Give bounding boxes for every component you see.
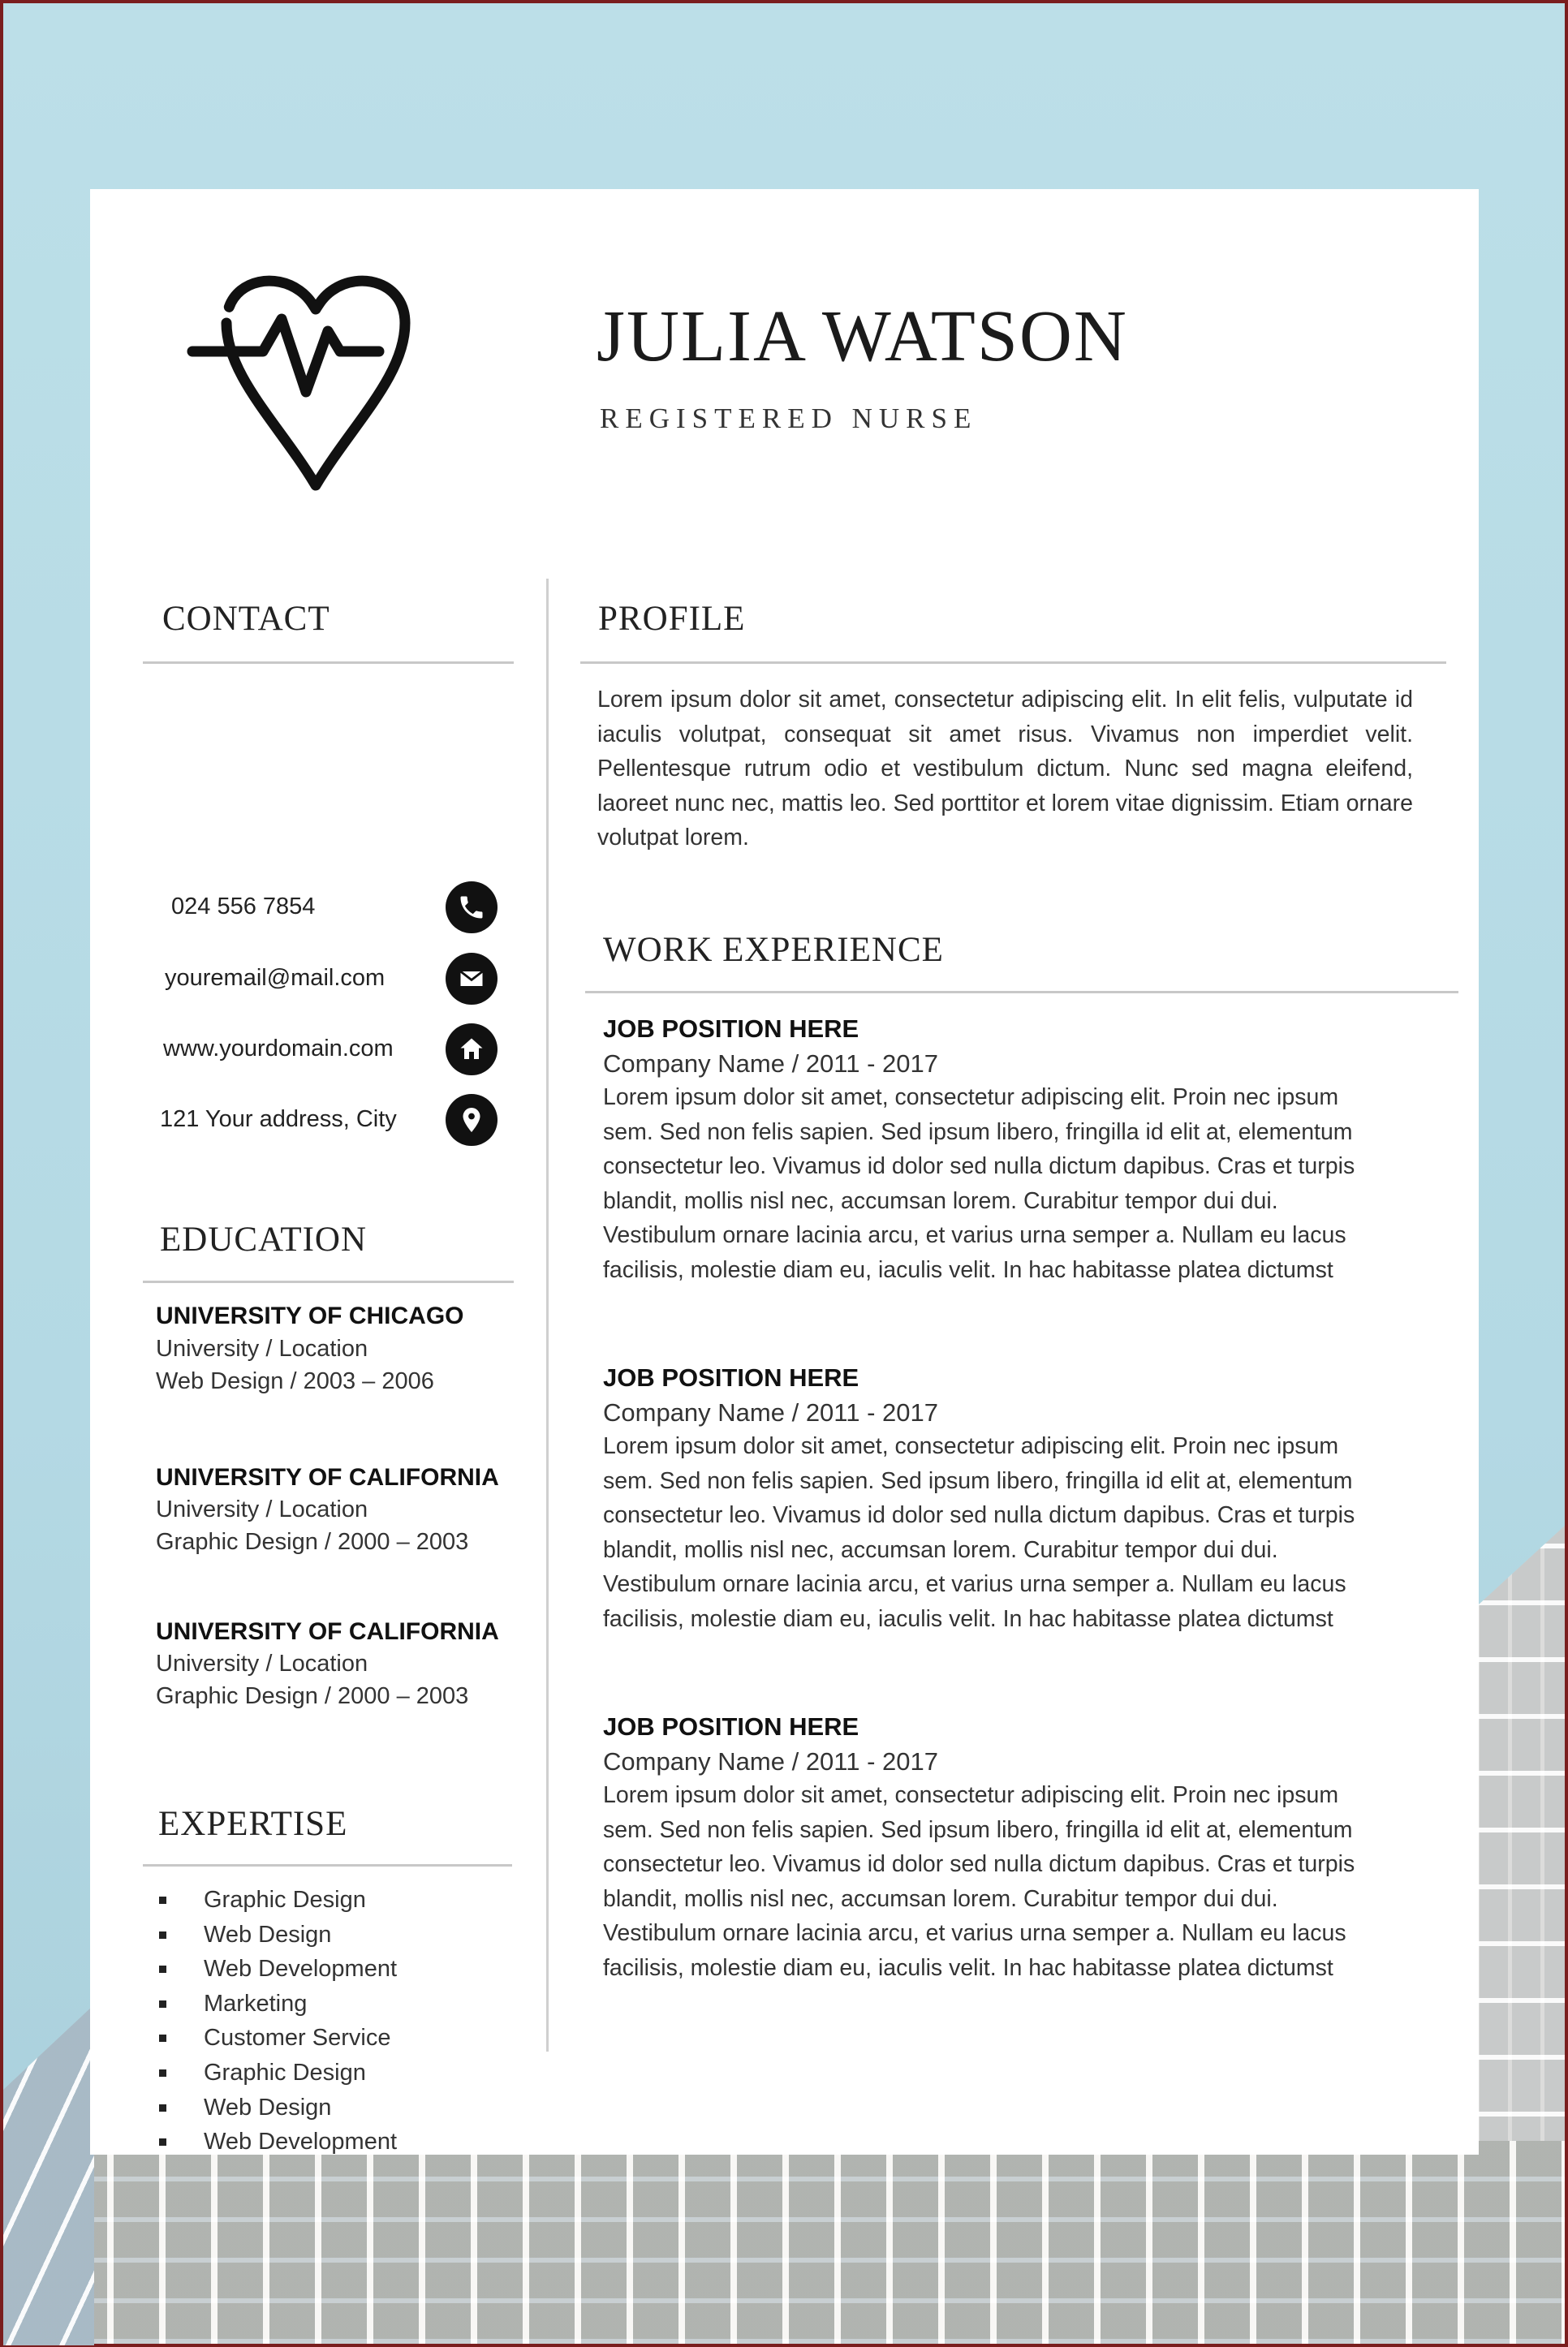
list-item: Web Design xyxy=(159,2091,397,2125)
work-experience-heading: WORK EXPERIENCE xyxy=(603,931,944,969)
job-description xyxy=(603,1080,1415,1287)
contact-website: www.yourdomain.com xyxy=(163,1036,394,1062)
phone-icon xyxy=(446,881,498,933)
list-item: Web Development xyxy=(159,2125,397,2160)
profile-rule xyxy=(580,661,1446,664)
building-photo-bottom xyxy=(3,2141,1565,2344)
candidate-title: REGISTERED NURSE xyxy=(600,403,978,434)
education-heading: EDUCATION xyxy=(160,1221,368,1259)
education-location: University / Location xyxy=(156,1336,368,1362)
job-company: Company Name / 2011 - 2017 xyxy=(603,1398,938,1427)
contact-address: 121 Your address, City xyxy=(160,1106,397,1132)
education-rule xyxy=(143,1281,514,1283)
profile-text: Lorem ipsum dolor sit amet, consectetur adipiscing elit. In elit felis, vulputate id iaculis volutpat, consequat sit amet risus. Vivamus non imperdiet velit. Pellentesque rutrum odio et vestibulum dictum. Nunc sed magna eleifend, laoreet nunc nec, mattis leo. Sed porttitor et lorem vitae dignissim. Etiam ornare volutpat lorem. xyxy=(597,687,1413,851)
contact-phone: 024 556 7854 xyxy=(171,894,316,919)
list-item: Marketing xyxy=(159,1987,397,2022)
job-description-line: Lorem ipsum dolor sit amet, consectetur adipiscing elit. Proin nec ipsum xyxy=(603,1782,1339,1808)
mail-icon xyxy=(446,953,498,1005)
education-school: UNIVERSITY OF CHICAGO xyxy=(156,1303,464,1329)
job-description xyxy=(603,1429,1415,1636)
education-school: UNIVERSITY OF CALIFORNIA xyxy=(156,1464,499,1491)
job-title: JOB POSITION HERE xyxy=(603,1712,859,1741)
list-item: Web Development xyxy=(159,1952,397,1987)
list-item: Web Design xyxy=(159,1918,397,1953)
job-description-line: sem. Sed non felis sapien. Sed ipsum libero, fringilla id elit at, elementum xyxy=(603,1467,1353,1494)
job-description-line: blandit, mollis nisl nec, accumsan lorem. Curabitur tempor dui dui. xyxy=(603,1536,1278,1563)
job-description-line: sem. Sed non felis sapien. Sed ipsum libero, fringilla id elit at, elementum xyxy=(603,1118,1353,1145)
job-description xyxy=(603,1778,1415,1985)
contact-email: youremail@mail.com xyxy=(165,965,386,991)
expertise-heading: EXPERTISE xyxy=(158,1805,348,1843)
job-description-line: Vestibulum ornare lacinia arcu, et varius urna semper a. Nullam eu lacus xyxy=(603,1920,1346,1946)
education-detail: Web Design / 2003 – 2006 xyxy=(156,1368,434,1394)
work-experience-rule xyxy=(585,991,1458,993)
job-description-line: facilisis, molestie diam eu, iaculis velit. In hac habitasse platea dictumst xyxy=(603,1605,1333,1632)
resume-sheet xyxy=(90,189,1479,2155)
list-item: Graphic Design xyxy=(159,2056,397,2091)
heart-pulse-icon xyxy=(186,262,446,506)
profile-heading: PROFILE xyxy=(598,600,746,638)
job-company: Company Name / 2011 - 2017 xyxy=(603,1747,938,1776)
job-description-line: sem. Sed non felis sapien. Sed ipsum libero, fringilla id elit at, elementum xyxy=(603,1816,1353,1843)
education-location: University / Location xyxy=(156,1651,368,1677)
job-description-line: consectetur leo. Vivamus id dolor sed nulla dictum dapibus. Cras et turpis xyxy=(603,1153,1355,1179)
job-title: JOB POSITION HERE xyxy=(603,1014,859,1043)
column-divider xyxy=(546,579,549,2052)
contact-heading: CONTACT xyxy=(162,600,330,638)
job-description-line: consectetur leo. Vivamus id dolor sed nulla dictum dapibus. Cras et turpis xyxy=(603,1851,1355,1877)
job-description-line: Lorem ipsum dolor sit amet, consectetur adipiscing elit. Proin nec ipsum xyxy=(603,1433,1339,1459)
education-location: University / Location xyxy=(156,1496,368,1522)
job-description-line: blandit, mollis nisl nec, accumsan lorem. Curabitur tempor dui dui. xyxy=(603,1885,1278,1912)
expertise-rule xyxy=(143,1864,512,1867)
candidate-name: JULIA WATSON xyxy=(597,296,1128,377)
list-item: Graphic Design xyxy=(159,1883,397,1918)
job-description-line: blandit, mollis nisl nec, accumsan lorem. Curabitur tempor dui dui. xyxy=(603,1187,1278,1214)
education-detail: Graphic Design / 2000 – 2003 xyxy=(156,1529,469,1555)
job-title: JOB POSITION HERE xyxy=(603,1363,859,1392)
expertise-list xyxy=(159,1883,397,2160)
education-school: UNIVERSITY OF CALIFORNIA xyxy=(156,1618,499,1645)
job-description-line: Lorem ipsum dolor sit amet, consectetur adipiscing elit. Proin nec ipsum xyxy=(603,1084,1339,1110)
job-description-line: facilisis, molestie diam eu, iaculis velit. In hac habitasse platea dictumst xyxy=(603,1256,1333,1283)
job-description-line: Vestibulum ornare lacinia arcu, et varius urna semper a. Nullam eu lacus xyxy=(603,1571,1346,1597)
location-pin-icon xyxy=(446,1094,498,1146)
home-icon xyxy=(446,1023,498,1075)
job-description-line: Vestibulum ornare lacinia arcu, et varius urna semper a. Nullam eu lacus xyxy=(603,1222,1346,1248)
job-description-line: facilisis, molestie diam eu, iaculis velit. In hac habitasse platea dictumst xyxy=(603,1954,1333,1981)
job-description-line: consectetur leo. Vivamus id dolor sed nulla dictum dapibus. Cras et turpis xyxy=(603,1502,1355,1528)
job-company: Company Name / 2011 - 2017 xyxy=(603,1049,938,1078)
education-detail: Graphic Design / 2000 – 2003 xyxy=(156,1683,469,1709)
contact-rule xyxy=(143,661,514,664)
list-item: Customer Service xyxy=(159,2021,397,2056)
